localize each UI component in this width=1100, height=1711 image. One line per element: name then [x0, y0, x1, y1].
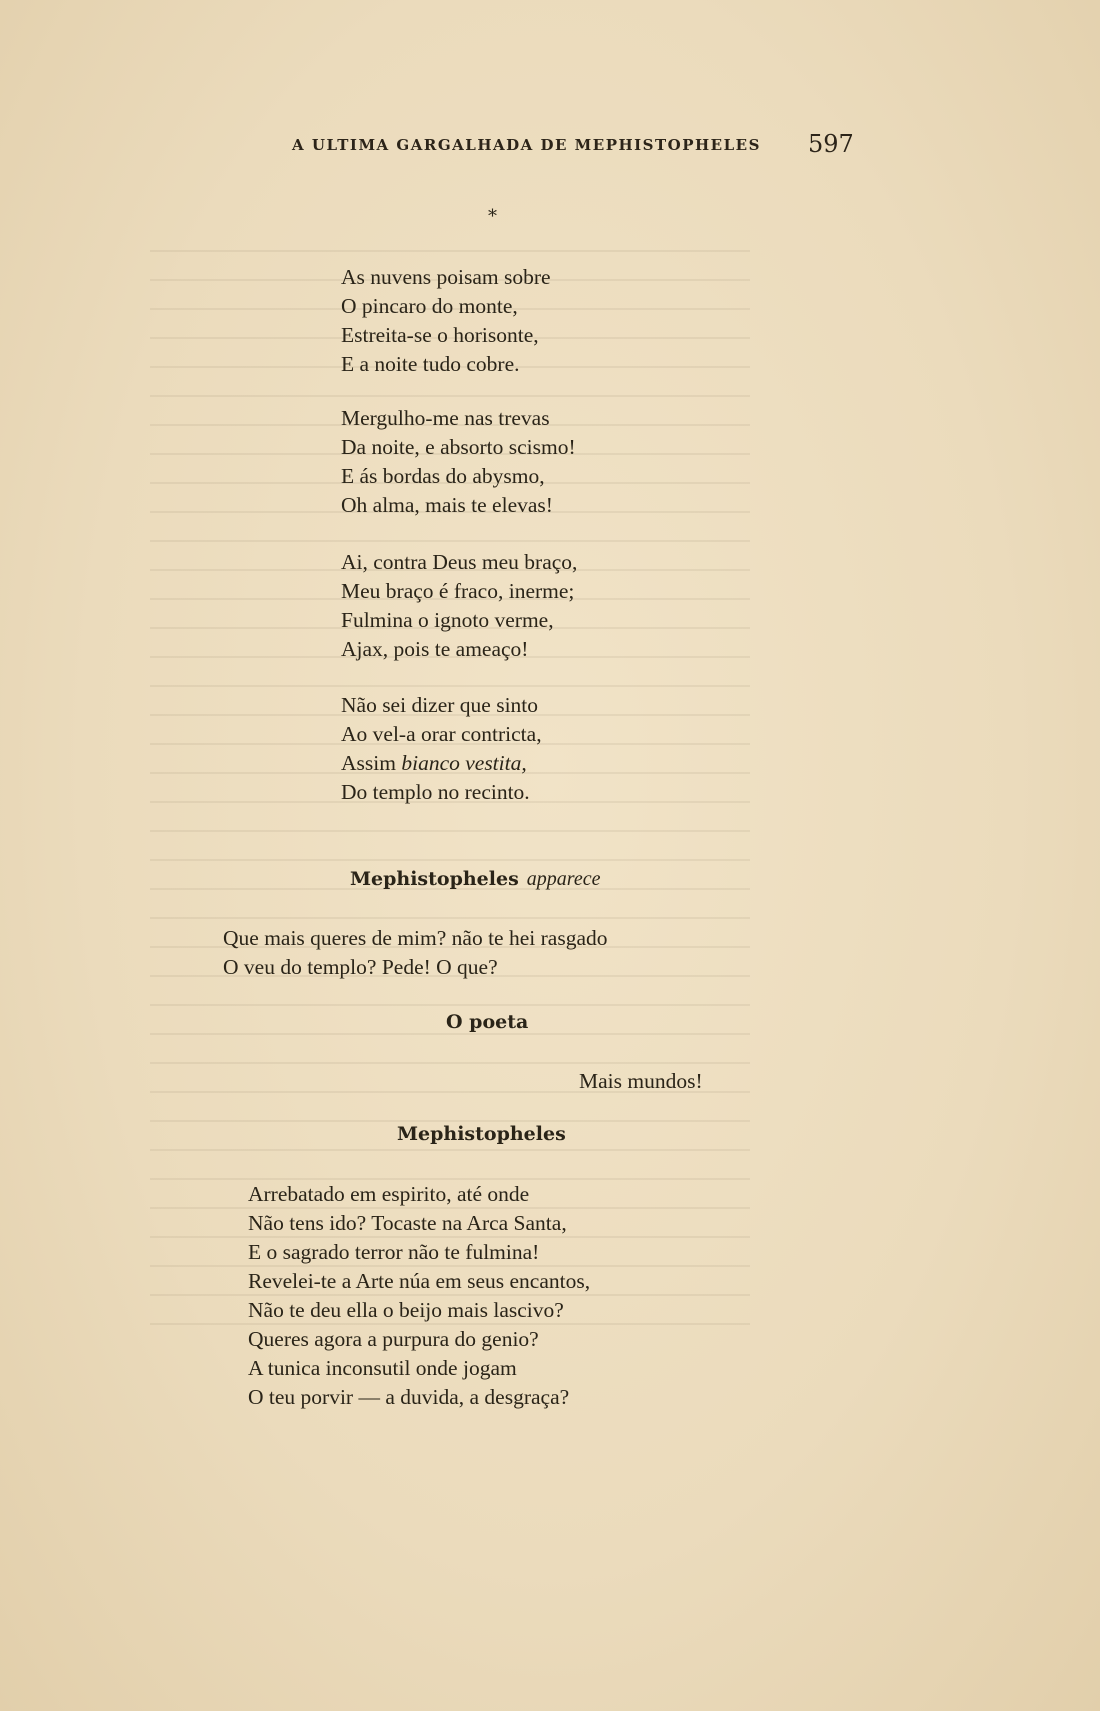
speaker-heading [446, 1011, 528, 1033]
speech-poeta [579, 1067, 703, 1096]
section-separator: * [488, 206, 497, 227]
speaker-name: O poeta [446, 1011, 529, 1033]
verse-line: As nuvens poisam sobre [341, 265, 551, 289]
verse-text: Assim [341, 751, 402, 775]
verse-line: O pincaro do monte, [341, 294, 518, 318]
verse-line: Queres agora a purpura do genio? [248, 1327, 539, 1351]
verse-line: Arrebatado em espirito, até onde [248, 1182, 530, 1206]
speaker-heading [350, 868, 600, 891]
speaker-name: Mephistopheles [397, 1123, 566, 1145]
verse-line: Que mais queres de mim? não te hei rasgado [223, 926, 608, 950]
speaker-name: Mephistopheles [350, 868, 519, 890]
verse-line: Fulmina o ignoto verme, [341, 608, 554, 632]
verse-line: Da noite, e absorto scismo! [341, 435, 576, 459]
verse-line: Não tens ido? Tocaste na Arca Santa, [248, 1211, 567, 1235]
verse-line: E ás bordas do abysmo, [341, 464, 545, 488]
verse-line [341, 749, 542, 778]
speech-mephistopheles-2 [248, 1180, 590, 1412]
verse-line: Não te deu ella o beijo mais lascivo? [248, 1298, 564, 1322]
verse-line: E o sagrado terror não te fulmina! [248, 1240, 540, 1264]
stanza-1 [341, 263, 551, 379]
verse-line: Do templo no recinto. [341, 780, 530, 804]
verse-line: Não sei dizer que sinto [341, 693, 539, 717]
verse-line: Mergulho-me nas trevas [341, 406, 550, 430]
stanza-3 [341, 548, 577, 664]
verse-line: Ai, contra Deus meu braço, [341, 550, 578, 574]
verse-line: Meu braço é fraco, inerme; [341, 579, 575, 603]
verse-line: Revelei-te a Arte núa em seus encantos, [248, 1269, 591, 1293]
stanza-2 [341, 404, 576, 520]
running-title: A ULTIMA GARGALHADA DE MEPHISTOPHELES [292, 136, 761, 154]
verse-line: Ao vel-a orar contricta, [341, 722, 542, 746]
verse-line: E a noite tudo cobre. [341, 352, 520, 376]
stage-direction: apparece [526, 868, 601, 890]
verse-line: O veu do templo? Pede! O que? [223, 955, 498, 979]
verse-line: A tunica inconsutil onde jogam [248, 1356, 517, 1380]
verse-line: Oh alma, mais te elevas! [341, 493, 553, 517]
verse-line: Mais mundos! [579, 1069, 703, 1093]
speaker-heading [397, 1123, 566, 1145]
stanza-4 [341, 691, 542, 807]
speech-mephistopheles-1 [223, 924, 607, 982]
verse-line: O teu porvir — a duvida, a desgraça? [248, 1385, 570, 1409]
page-number: 597 [808, 130, 854, 158]
verse-line: Estreita-se o horisonte, [341, 323, 539, 347]
verse-line: Ajax, pois te ameaço! [341, 637, 529, 661]
italic-phrase: bianco vestita, [401, 751, 527, 775]
